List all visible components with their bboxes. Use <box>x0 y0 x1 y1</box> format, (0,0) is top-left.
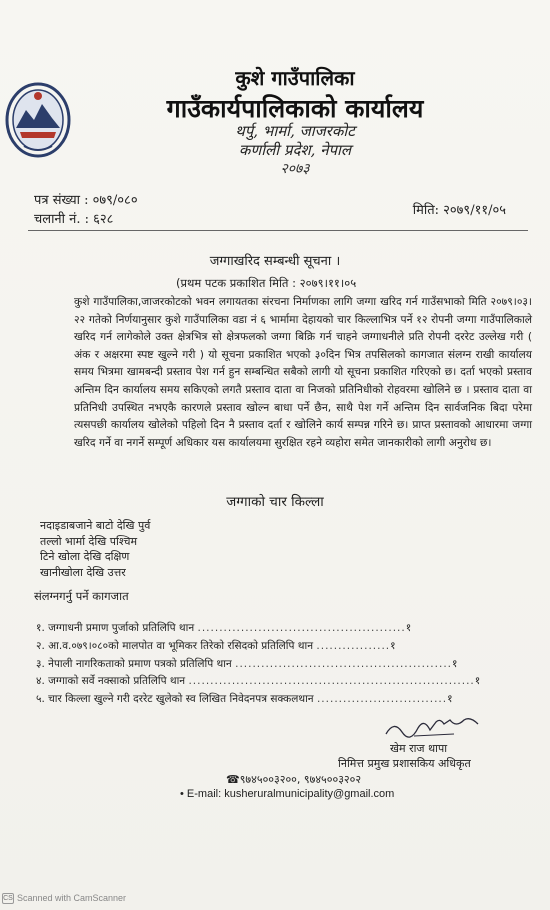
dispatch-number: चलानी नं. : ६२८ <box>34 212 114 227</box>
contact-email[interactable]: • E-mail: kusheruralmunicipality@gmail.com <box>180 788 395 800</box>
header-address: थर्पु, भार्मा, जाजरकोट <box>235 122 355 140</box>
boundaries-list <box>40 518 150 580</box>
attachment-item: २. आ.व.०७९।०८०को मालपोत वा भूमिकर तिरेको रसिदको प्रतिलिपि थान .................१ <box>36 639 396 652</box>
contact-phone: ☎९७४५००३२००, ९७४५००३२०२ <box>226 773 362 786</box>
boundary-item: तल्लो भार्मा देखि पश्चिम <box>40 534 138 548</box>
attachments-list <box>36 620 481 709</box>
signatory-title: निमित्त प्रमुख प्रशासकिय अधिकृत <box>338 757 471 770</box>
header-province: कर्णाली प्रदेश, नेपाल <box>238 141 352 159</box>
government-emblem-icon <box>4 80 72 162</box>
header-municipality-name: कुशे गाउँपालिका <box>235 66 355 90</box>
boundaries-title: जग्गाको चार किल्ला <box>226 494 324 510</box>
attachments-title: संलग्नगर्नु पर्ने कागजात <box>34 589 129 603</box>
letter-date: मिति: २०७९/११/०५ <box>412 203 506 218</box>
notice-title: जग्गाखरिद सम्बन्धी सूचना । <box>209 254 341 269</box>
header-office-name: गाउँकार्यपालिकाको कार्यालय <box>166 94 424 123</box>
attachment-item: ३. नेपाली नागरिकताको प्रमाण पत्रको प्रतिलिपि थान ..................................................१ <box>36 657 458 670</box>
signature-icon <box>384 714 484 740</box>
signatory-name: खेम राज थापा <box>390 742 448 755</box>
notice-body: कुशे गाउँपालिका,जाजरकोटको भवन लगायतका संरचना निर्माणका लागि जग्गा खरिद गर्न गाउँसभाको मिति २०७९।०३।२२ गतेको निर्णयानुसार कुशे गाउँपालिका वडा नं ६ भार्मामा देहायको चार किल्लाभित्र पर्ने १२ रोपनी जग्गा गाउँपालिकाले खरिद गर्न लागेकोले उक्त क्षेत्रभित्र सो क्षेत्रफलको जग्गा बिक्रि गर्न चाहने जग्गाधनीले प्रति रोपनी दररेट उल्लेख गरी ( अंक र अक्षरमा स्पष्ट खुल्ने गरी ) यो सूचना प्रकाशित भएको ३०दिन भित्र तपसिलको कागजात संलग्न राखी कार्यालय समय भित्रमा खामबन्दी प्रस्ताव पेश गर्न हुन सम्बन्धित सबैको लागी यो सूचना प्रकाशित गरिएको छ। दर्ता भएको प्रस्ताव अन्तिम दिन कार्यालय समय सकिएको लगतै प्रस्ताव दाता वा निजको प्रतिनिधीको रोहवरमा खोलिने छ । प्रस्ताव दाता वा प्रतिनिधी उपस्थित नभएकै कारणले प्रस्ताव खोल्न बाधा पर्ने छैन, साथै पेश गर्ने अन्तिम दिन सार्वजनिक बिदा परेमा त्यसपछी कार्यालय खोलेको पहिलो दिन नै प्रस्ताव दर्ता र खोलिने कार्य सम्पन्न गरिने छ। प्राप्त प्रस्तावको आधारमा जग्गा खरिद गर्ने वा नगर्ने सम्पूर्ण अधिकार यस कार्यालयमा सुरक्षित रहने व्यहोरा समेत जानकारीको लागी अनुरोध छ। <box>74 295 532 449</box>
boundary-item: टिने खोला देखि दक्षिण <box>40 550 130 564</box>
boundary-item: खानीखोला देखि उत्तर <box>40 565 126 579</box>
header-year: २०७३ <box>280 161 310 177</box>
letter-number: पत्र संख्या : ०७९/०८० <box>34 193 138 208</box>
boundary-item: नदाइडाबजाने बाटो देखि पुर्व <box>40 519 151 532</box>
attachment-item: ४. जग्गाको सर्वे नक्साको प्रतिलिपि थान ..................................................................१ <box>36 675 481 688</box>
attachment-item: १. जग्गाधनी प्रमाण पुर्जाको प्रतिलिपि थान ................................................१ <box>36 622 412 634</box>
camscanner-icon: CS <box>3 895 13 903</box>
scanner-watermark: CS Scanned with CamScanner <box>3 893 127 903</box>
first-published-date: (प्रथम पटक प्रकाशित मिति : २०७९।११।०५ <box>176 276 357 290</box>
header-divider <box>28 230 528 231</box>
attachment-item: ५. चार किल्ला खुल्ने गरी दररेट खुलेको स्व लिखित निवेदनपत्र सक्कलथान ..............................१ <box>36 693 453 706</box>
